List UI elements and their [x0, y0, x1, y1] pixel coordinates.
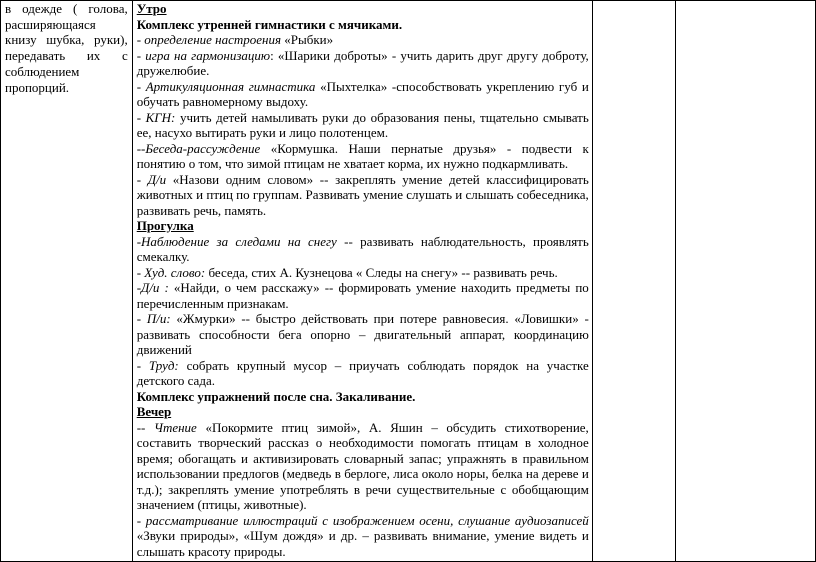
empty-cell-2 [676, 1, 816, 562]
item-text: «Пыхтелка» -способствовать укреплению губ и обучать равномерному выдоху. [136, 78, 589, 109]
item-text: собрать крупный мусор – приучать соблюдать порядок на участке детского сада. [136, 357, 589, 388]
walk-list [137, 234, 589, 389]
morning-heading: Утро [136, 1, 167, 16]
list-item [137, 420, 589, 513]
list-item [137, 311, 589, 358]
item-text: учить детей намыливать руки до образования пены, тщательно смывать ее, насухо вытирать руки и лицо полотенцем. [136, 109, 589, 140]
item-term: - игра на гармонизацию [136, 47, 271, 63]
item-term: - П/и: [136, 311, 171, 326]
after-sleep-heading: Комплекс упражнений после сна. Закаливание. [136, 388, 416, 404]
activities-cell [132, 1, 592, 562]
left-cell-text: в одежде ( голова, расширяющаяся книзу шубка, руки), передавать их с соблюдением пропорций. [5, 1, 128, 95]
item-term: - КГН: [136, 109, 176, 125]
list-item [137, 358, 589, 389]
item-term: -Наблюдение за следами на снегу [136, 233, 337, 249]
item-term: - Артикуляционная гимнастика [136, 78, 316, 94]
item-term: -Д/и : [136, 280, 169, 295]
list-item [137, 234, 589, 265]
morning-subheading: Комплекс утренней гимнастики с мячиками. [136, 16, 403, 32]
activities-content [133, 1, 592, 561]
item-text: «Жмурки» -- быстро действовать при потере равновесия. «Ловишки» - развивать способности бега опорно – двигательный аппарат, координацию движений [136, 311, 589, 357]
item-text: «Кормушка. Наши пернатые друзья» - подвести к понятию о том, что зимой птицам не хватает корма, их нужно подкармливать. [136, 140, 589, 171]
item-text: «Найди, о чем расскажу» -- формировать умение находить предметы по перечисленным признакам. [136, 280, 589, 311]
item-text: «Рыбки» [281, 32, 334, 47]
table-row [1, 1, 816, 562]
item-text: «Звуки природы», «Шум дождя» и др. – развивать внимание, умение видеть и слышать красоту природы. [136, 528, 589, 559]
item-term: - рассматривание иллюстраций с изображением осени, слушание аудиозаписей [136, 512, 589, 528]
item-text: «Покормите птиц зимой», А. Яшин – обсудить стихотворение, составить творческий рассказ о необходимости помогать птицам в холодное время; обогащать и активизировать словарный запас; упражнять в правильном использовании предлогов (медведь в берлоге, лиса около норы, белка на дереве и т.д.); закреплять умение употреблять в речи существительные с обобщающим значением (птицы, животные). [136, 419, 589, 512]
evening-list [137, 420, 589, 560]
list-item [137, 79, 589, 110]
morning-list [137, 32, 589, 218]
list-item [137, 48, 589, 79]
list-item [137, 513, 589, 560]
item-text: «Назови одним словом» -- закреплять умение детей классифицировать животных и птиц по группам. Развивать умение слушать и слышать собеседника, развивать речь, память. [136, 171, 589, 218]
evening-heading: Вечер [136, 404, 172, 419]
item-text: беседа, стих А. Кузнецова « Следы на снегу» -- развивать речь. [205, 264, 558, 280]
item-text: -- развивать наблюдательность, проявлять смекалку. [136, 233, 589, 264]
list-item [137, 141, 589, 172]
left-cell [1, 1, 133, 562]
list-item [137, 265, 589, 281]
item-text: : «Шарики доброты» - учить дарить друг другу доброту, дружелюбие. [136, 47, 589, 78]
list-item [137, 110, 589, 141]
item-term: - Д/и [136, 171, 167, 187]
list-item [137, 32, 589, 48]
item-term: - Худ. слово: [136, 264, 206, 280]
item-term: --Беседа-рассуждение [136, 140, 261, 156]
item-term: - определение настроения [136, 32, 282, 47]
empty-cell-1 [592, 1, 675, 562]
item-term: - Труд: [136, 357, 179, 373]
list-item [137, 172, 589, 219]
list-item [137, 280, 589, 311]
walk-heading: Прогулка [136, 218, 194, 233]
item-term: -- Чтение [136, 419, 197, 435]
